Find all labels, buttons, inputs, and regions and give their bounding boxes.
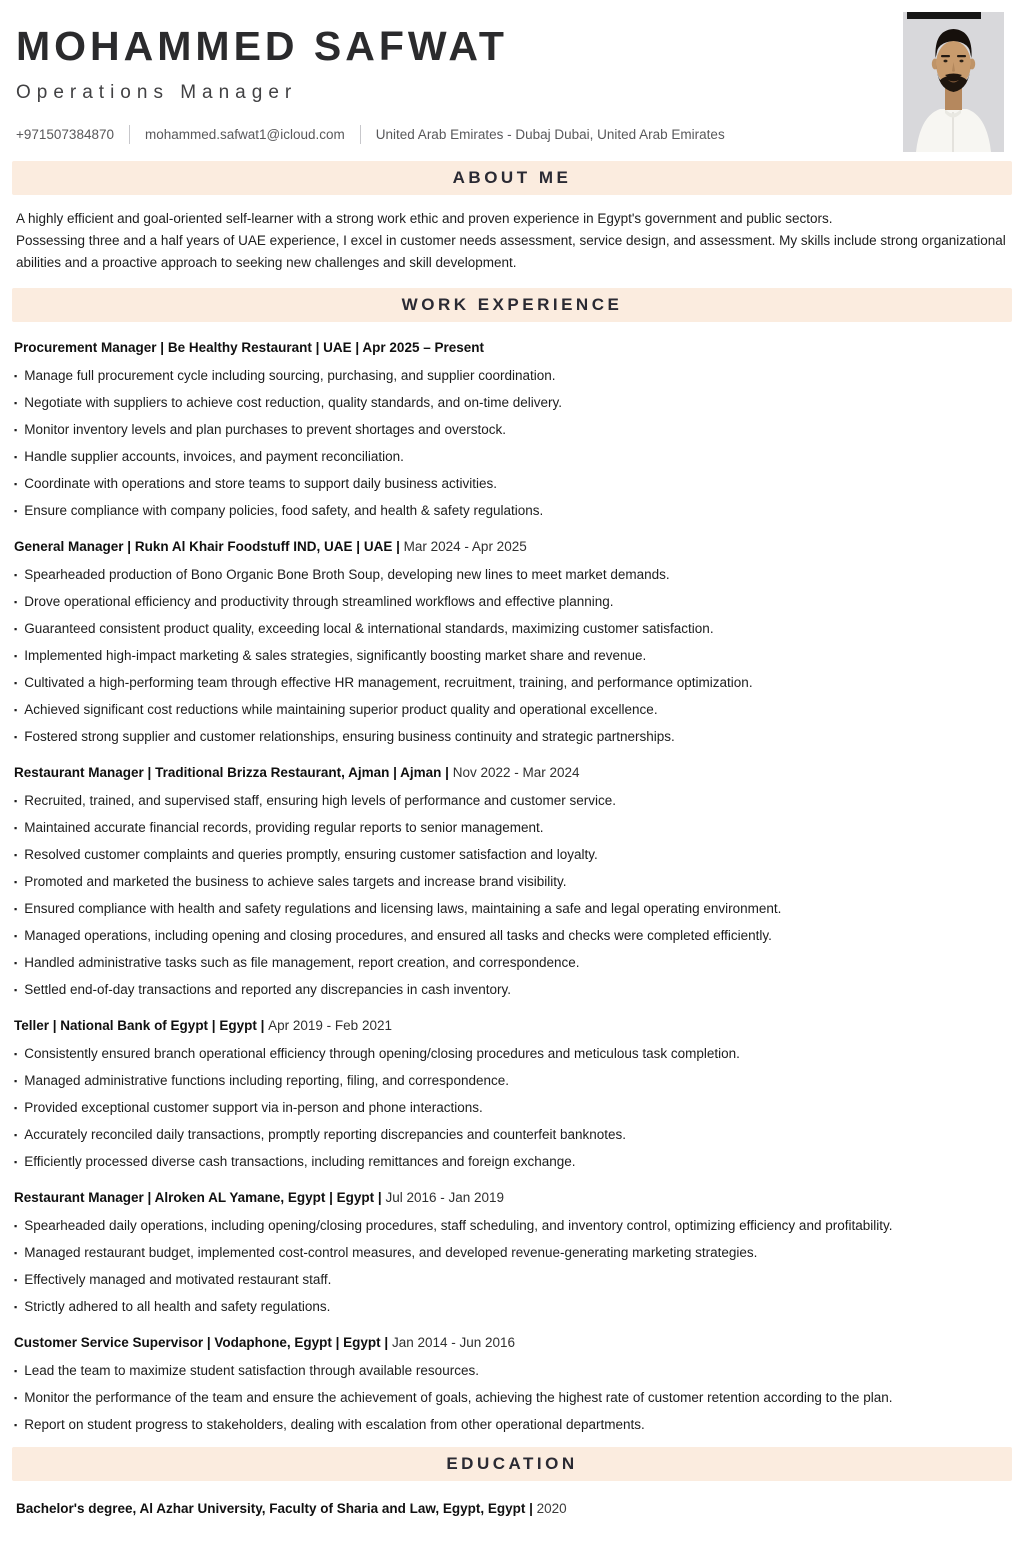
job-bullet: ▪ Handle supplier accounts, invoices, and payment reconciliation. xyxy=(14,448,1010,467)
job-heading xyxy=(14,764,1010,781)
vertical-divider xyxy=(360,125,361,144)
job-entry xyxy=(14,538,1010,747)
job-bullet-list xyxy=(14,1045,1010,1172)
job-bullet: ▪ Implemented high-impact marketing & sales strategies, significantly boosting market share and revenue. xyxy=(14,647,1010,666)
job-bullet: ▪ Guaranteed consistent product quality, exceeding local & international standards, maximizing customer satisfaction. xyxy=(14,620,1010,639)
email-address: mohammed.safwat1@icloud.com xyxy=(144,127,345,143)
job-bullet: ▪ Resolved customer complaints and queries promptly, ensuring customer satisfaction and loyalty. xyxy=(14,846,1010,865)
education-degree: Bachelor's degree, Al Azhar University, Faculty of Sharia and Law, Egypt, Egypt | xyxy=(16,1501,533,1516)
job-bullet: ▪ Strictly adhered to all health and safety regulations. xyxy=(14,1298,1010,1317)
section-title: ABOUT ME xyxy=(452,168,572,187)
profile-photo-image xyxy=(903,12,1004,152)
profile-photo xyxy=(903,12,1004,152)
section-title: WORK EXPERIENCE xyxy=(401,295,623,314)
education-entry xyxy=(14,1501,1010,1516)
job-bullet: ▪ Efficiently processed diverse cash transactions, including remittances and foreign exchange. xyxy=(14,1153,1010,1172)
job-bullet: ▪ Recruited, trained, and supervised staff, ensuring high levels of performance and customer service. xyxy=(14,792,1010,811)
job-bullet: ▪ Provided exceptional customer support via in-person and phone interactions. xyxy=(14,1099,1010,1118)
job-heading xyxy=(14,1334,1010,1351)
job-heading xyxy=(14,1017,1010,1034)
job-title-company: Teller | National Bank of Egypt | Egypt | xyxy=(14,1018,265,1033)
work-experience-section xyxy=(14,339,1010,1435)
job-bullet: ▪ Managed restaurant budget, implemented cost-control measures, and developed revenue-generating marketing strategies. xyxy=(14,1244,1010,1263)
section-header-about xyxy=(12,161,1012,195)
about-paragraph: Possessing three and a half years of UAE experience, I excel in customer needs assessment, service design, and assessment. My skills include strong organizational abilities and a proactive approach to seeking new challenges and skill development. xyxy=(16,233,1006,270)
header xyxy=(14,8,1010,152)
job-bullet: ▪ Settled end-of-day transactions and reported any discrepancies in cash inventory. xyxy=(14,981,1010,1000)
vertical-divider xyxy=(129,125,130,144)
job-dates: Jul 2016 - Jan 2019 xyxy=(385,1190,505,1205)
job-bullet: ▪ Managed administrative functions including reporting, filing, and correspondence. xyxy=(14,1072,1010,1091)
job-dates: Jan 2014 - Jun 2016 xyxy=(391,1335,516,1350)
job-bullet: ▪ Cultivated a high-performing team through effective HR management, recruitment, training, and performance optimization. xyxy=(14,674,1010,693)
section-title: EDUCATION xyxy=(446,1454,578,1473)
job-bullet: ▪ Monitor inventory levels and plan purchases to prevent shortages and overstock. xyxy=(14,421,1010,440)
job-bullet: ▪ Promoted and marketed the business to achieve sales targets and increase brand visibility. xyxy=(14,873,1010,892)
job-bullet: ▪ Spearheaded production of Bono Organic Bone Broth Soup, developing new lines to meet market demands. xyxy=(14,566,1010,585)
location-text: United Arab Emirates - Dubaj Dubai, United Arab Emirates xyxy=(375,127,725,143)
about-section xyxy=(14,195,1010,281)
job-heading xyxy=(14,339,1010,356)
job-bullet-list xyxy=(14,1362,1010,1435)
job-title-company: Restaurant Manager | Traditional Brizza Restaurant, Ajman | Ajman | xyxy=(14,765,449,780)
job-heading xyxy=(14,1189,1010,1206)
job-entry xyxy=(14,339,1010,521)
header-text-block xyxy=(16,10,903,144)
job-bullet: ▪ Accurately reconciled daily transactions, promptly reporting discrepancies and counterfeit banknotes. xyxy=(14,1126,1010,1145)
job-bullet: ▪ Ensure compliance with company policies, food safety, and health & safety regulations. xyxy=(14,502,1010,521)
job-bullet: ▪ Negotiate with suppliers to achieve cost reduction, quality standards, and on-time delivery. xyxy=(14,394,1010,413)
phone-number: +971507384870 xyxy=(16,127,114,143)
job-title-company: Customer Service Supervisor | Vodaphone, Egypt | Egypt | xyxy=(14,1335,389,1350)
job-bullet: ▪ Fostered strong supplier and customer relationships, ensuring business continuity and strategic partnerships. xyxy=(14,728,1010,747)
job-title-company: Procurement Manager | Be Healthy Restaurant | UAE | Apr 2025 – Present xyxy=(14,340,484,355)
job-bullet: ▪ Managed operations, including opening and closing procedures, and ensured all tasks and checks were completed efficiently. xyxy=(14,927,1010,946)
job-title-company: Restaurant Manager | Alroken AL Yamane, Egypt | Egypt | xyxy=(14,1190,382,1205)
job-bullet-list xyxy=(14,1217,1010,1317)
job-bullet: ▪ Coordinate with operations and store teams to support daily business activities. xyxy=(14,475,1010,494)
job-bullet: ▪ Lead the team to maximize student satisfaction through available resources. xyxy=(14,1362,1010,1381)
person-job-title: Operations Manager xyxy=(16,82,298,104)
job-bullet-list xyxy=(14,367,1010,521)
job-bullet: ▪ Ensured compliance with health and safety regulations and licensing laws, maintaining a safe and legal operating environment. xyxy=(14,900,1010,919)
job-bullet-list xyxy=(14,792,1010,1000)
job-heading xyxy=(14,538,1010,555)
job-bullet: ▪ Consistently ensured branch operational efficiency through opening/closing procedures and meticulous task completion. xyxy=(14,1045,1010,1064)
contact-row xyxy=(16,125,903,144)
education-year: 2020 xyxy=(536,1501,567,1516)
job-bullet: ▪ Monitor the performance of the team and ensure the achievement of goals, achieving the highest rate of customer retention according to the plan. xyxy=(14,1389,1010,1408)
job-bullet: ▪ Handled administrative tasks such as file management, report creation, and correspondence. xyxy=(14,954,1010,973)
job-entry xyxy=(14,1017,1010,1172)
job-dates: Nov 2022 - Mar 2024 xyxy=(452,765,580,780)
job-entry xyxy=(14,1334,1010,1435)
job-entry xyxy=(14,1189,1010,1317)
section-header-work-experience xyxy=(12,288,1012,322)
job-dates: Mar 2024 - Apr 2025 xyxy=(403,539,527,554)
job-bullet: ▪ Achieved significant cost reductions while maintaining superior product quality and operational excellence. xyxy=(14,701,1010,720)
job-dates: Apr 2019 - Feb 2021 xyxy=(268,1018,392,1033)
job-title-company: General Manager | Rukn Al Khair Foodstuff IND, UAE | UAE | xyxy=(14,539,400,554)
about-paragraph: A highly efficient and goal-oriented self-learner with a strong work ethic and proven experience in Egypt's government and public sectors. xyxy=(16,211,833,226)
job-bullet-list xyxy=(14,566,1010,747)
person-name: MOHAMMED SAFWAT xyxy=(16,23,508,69)
job-bullet: ▪ Drove operational efficiency and productivity through streamlined workflows and effective planning. xyxy=(14,593,1010,612)
job-bullet: ▪ Report on student progress to stakeholders, dealing with escalation from other operational departments. xyxy=(14,1416,1010,1435)
job-entry xyxy=(14,764,1010,1000)
job-bullet: ▪ Maintained accurate financial records, providing regular reports to senior management. xyxy=(14,819,1010,838)
job-bullet: ▪ Effectively managed and motivated restaurant staff. xyxy=(14,1271,1010,1290)
job-bullet: ▪ Manage full procurement cycle including sourcing, purchasing, and supplier coordination. xyxy=(14,367,1010,386)
job-bullet: ▪ Spearheaded daily operations, including opening/closing procedures, staff scheduling, and inventory control, optimizing efficiency and profitability. xyxy=(14,1217,1010,1236)
